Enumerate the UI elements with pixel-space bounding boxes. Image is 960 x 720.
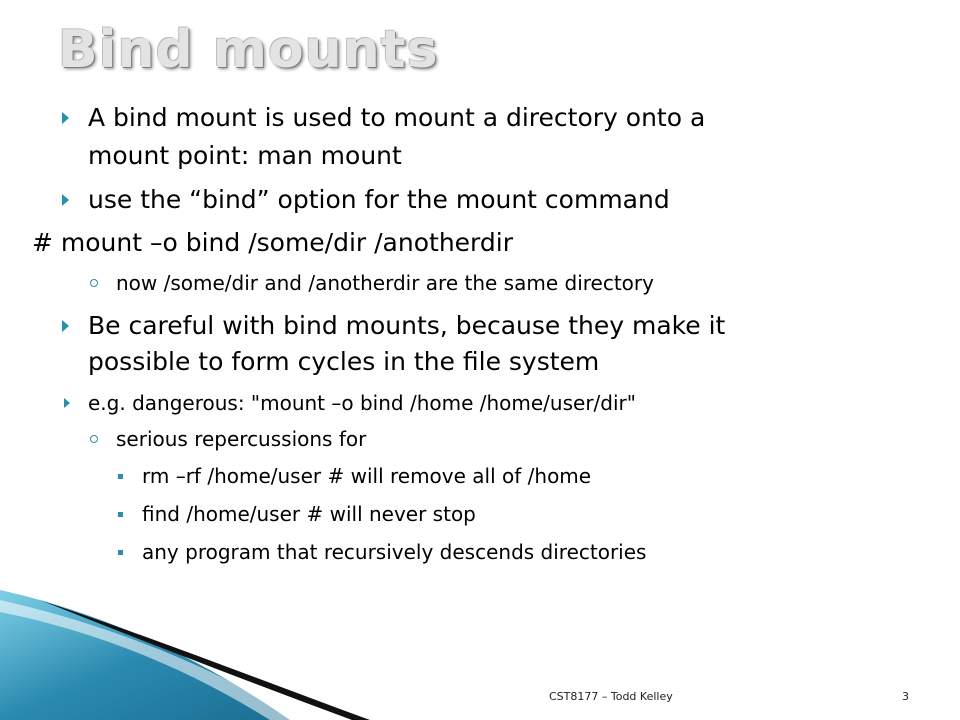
bullet-arrow-icon (62, 194, 69, 206)
bullet-circle-icon (90, 279, 98, 287)
bullet-square-icon (118, 512, 123, 517)
bullet-arrow-icon (64, 398, 70, 408)
bullet-arrow-icon (62, 320, 69, 332)
bullet-square-icon (118, 550, 123, 555)
bullet-3-line-2: possible to form cycles in the file system (88, 347, 600, 376)
bullet-2-line: use the “bind” option for the mount command (88, 185, 670, 214)
bullet-1-line-1: A bind mount is used to mount a directory onto a (88, 103, 706, 132)
sub-bullet-repercussions: serious repercussions for (116, 427, 367, 451)
bullet-circle-icon (90, 435, 98, 443)
sub-sub-bullet-find: find /home/user # will never stop (142, 502, 476, 526)
bullet-3-line-1: Be careful with bind mounts, because they make it (88, 311, 726, 340)
bullet-arrow-icon (62, 112, 69, 124)
sub-sub-bullet-any-program: any program that recursively descends directories (142, 540, 647, 564)
sub-sub-bullet-rm: rm –rf /home/user # will remove all of /home (142, 464, 592, 488)
bullet-1-line-2: mount point: man mount (88, 141, 402, 170)
bullet-example: e.g. dangerous: "mount –o bind /home /home/user/dir" (88, 391, 636, 415)
decorative-swoosh (0, 570, 400, 720)
page-number: 3 (902, 690, 909, 703)
footer-credit: CST8177 – Todd Kelley (549, 690, 673, 703)
sub-bullet-same-directory: now /some/dir and /anotherdir are the same directory (116, 271, 654, 295)
command-line: # mount –o bind /some/dir /anotherdir (32, 228, 513, 257)
bullet-square-icon (118, 474, 123, 479)
slide-title: Bind mounts (58, 20, 439, 80)
